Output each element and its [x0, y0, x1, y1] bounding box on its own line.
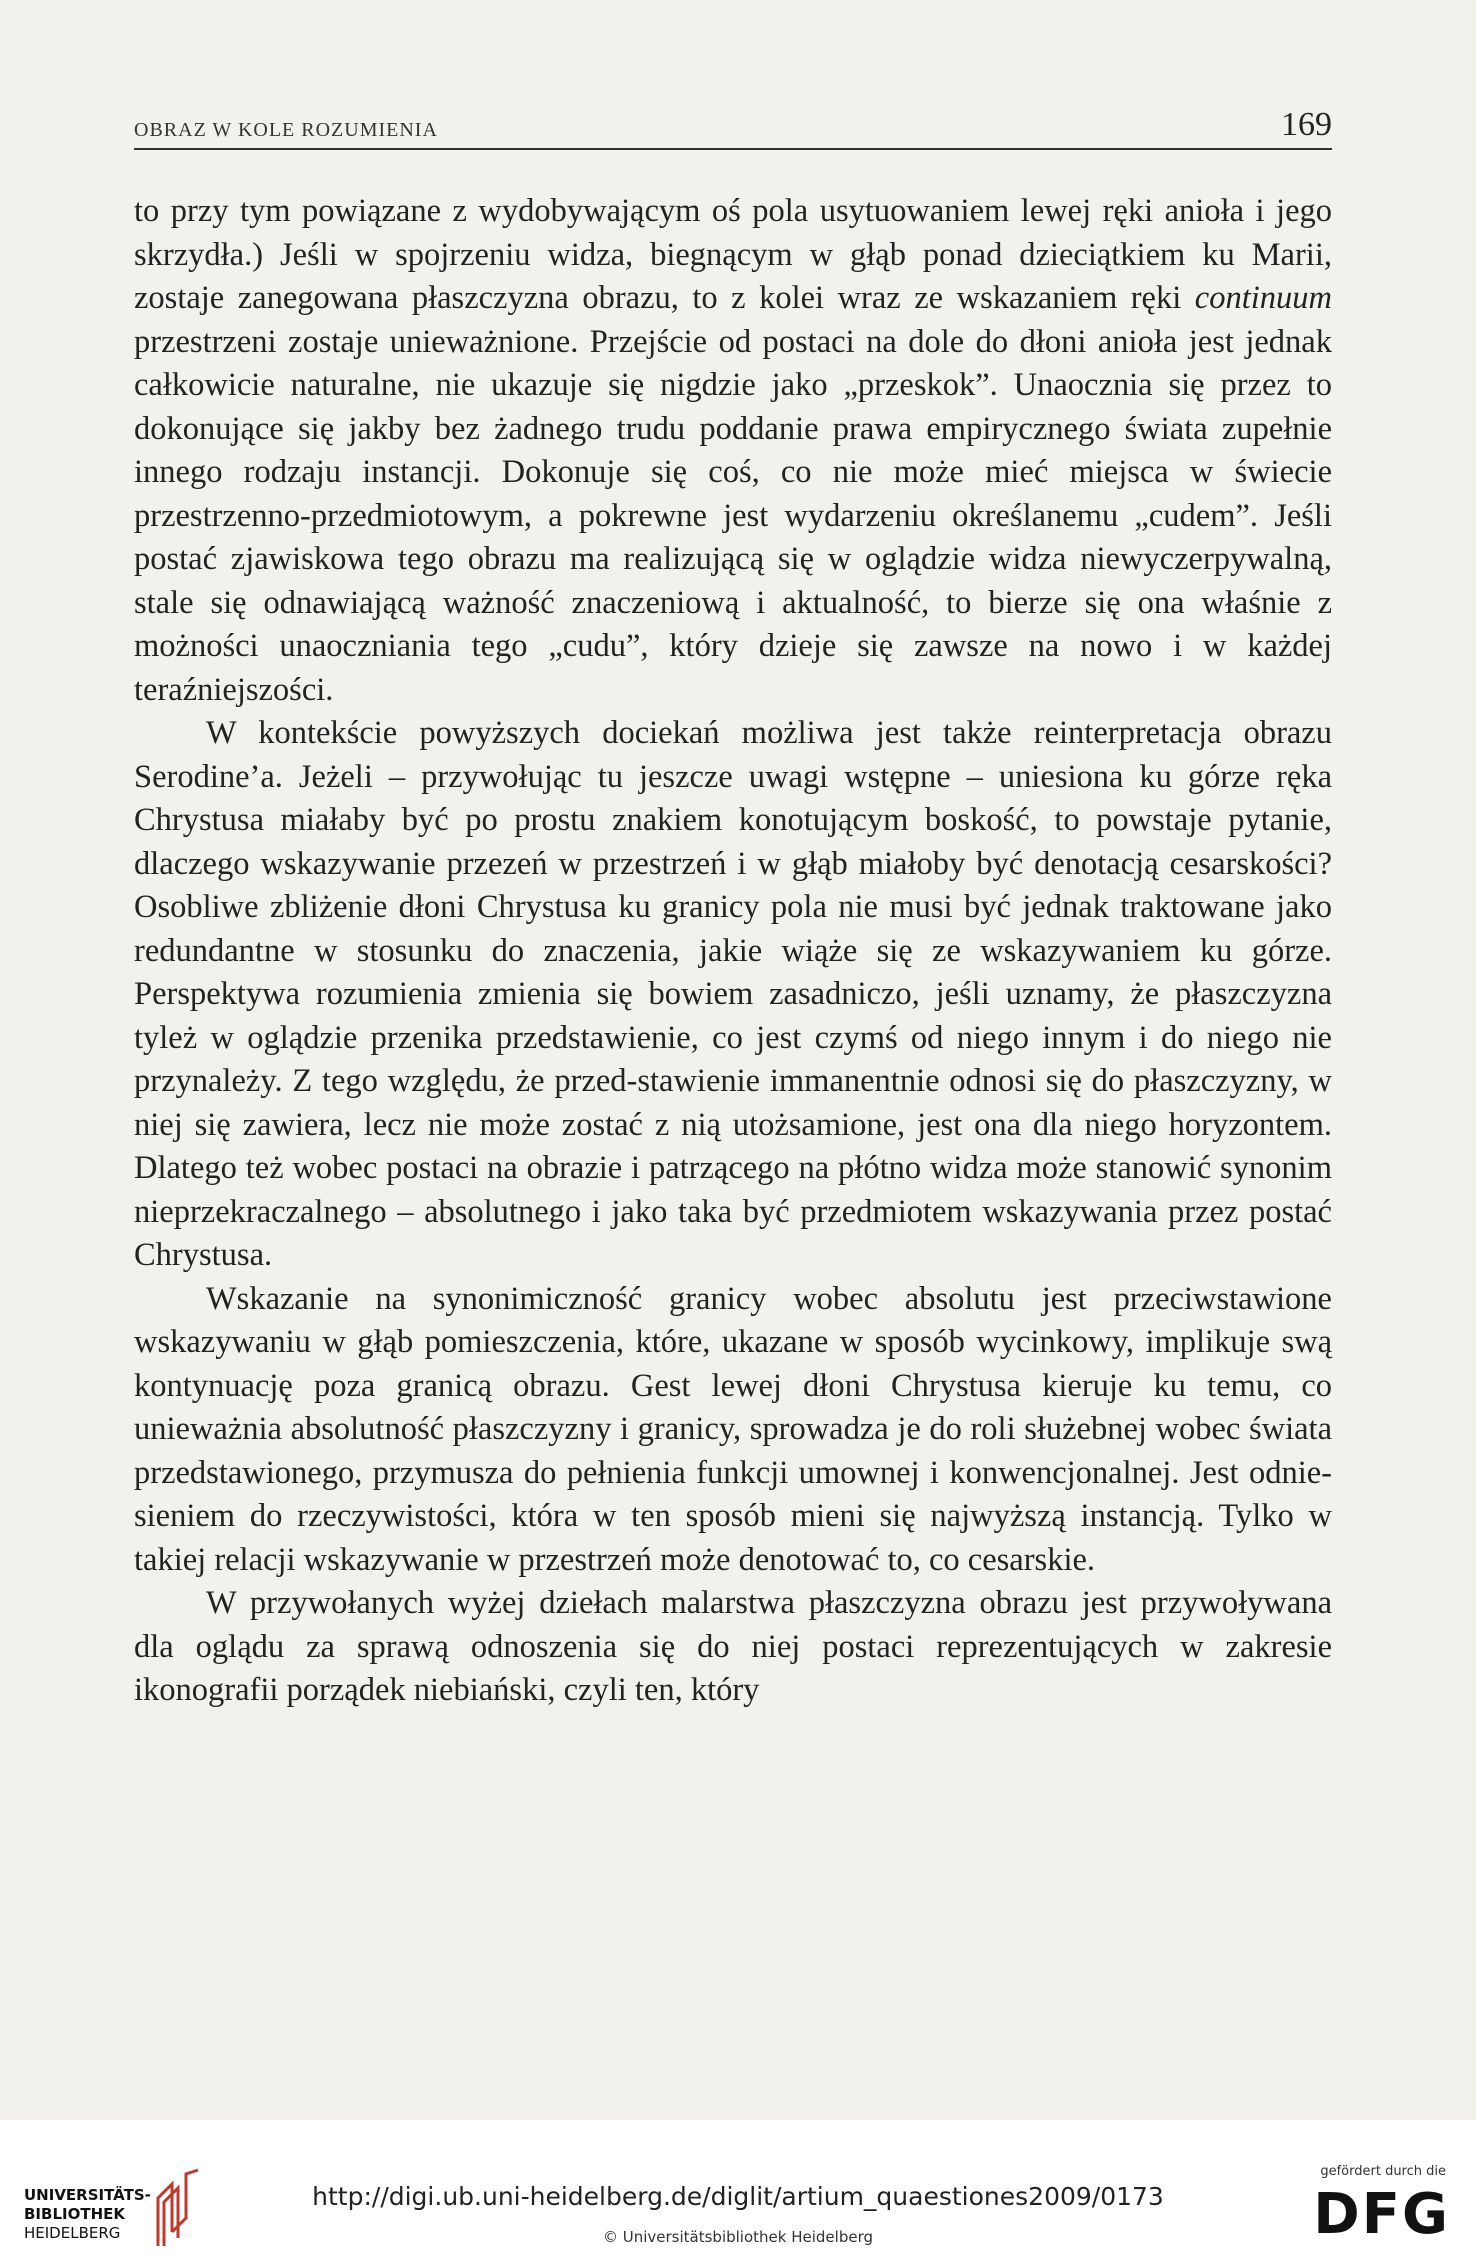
library-name-line-2: BIBLIOTHEK	[24, 2205, 125, 2223]
paragraph-1-part-b: przestrzeni zostaje unieważnione. Przejście od postaci na dole do dłoni anioła jest jednak całkowicie naturalne, nie ukazuje się nigdzie jako „przeskok”. Unaocznia się przez to dokonujące się jakby bez żadnego trudu poddanie prawa empirycznego świata zupełnie innego rodzaju instancji. Dokonuje się coś, co nie może mieć miejsca w świecie przestrzenno-przedmiotowym, a pokrewne jest wydarzeniu określanemu „cudem”. Jeśli postać zjawiskowa tego obrazu ma realizującą się w oglądzie widza niewyczerpywalną, stale się odnawiającą ważność znaczeniową i aktualność, to bierze się ona właśnie z możności unaoczniania tego „cudu”, który dzieje się zawsze na nowo i w każdej teraźniejszości.	[134, 323, 1332, 708]
library-name-line-3: HEIDELBERG	[24, 2224, 121, 2242]
running-head: OBRAZ W KOLE ROZUMIENIA	[134, 119, 438, 141]
digitization-footer	[0, 2120, 1476, 2259]
library-name-line-1: UNIVERSITÄTS-	[24, 2186, 151, 2204]
permalink-url[interactable]: http://digi.ub.uni-heidelberg.de/diglit/artium_quaestiones2009/0173	[312, 2182, 1164, 2211]
paragraph-3: Wskazanie na synonimiczność granicy wobec absolutu jest przeciwstawione wskazywaniu w głąb pomieszczenia, które, ukazane w sposób wycinkowy, implikuje swą kontynuację poza granicą obrazu. Gest lewej dłoni Chrystusa kieruje ku temu, co unieważnia absolutność płaszczyzny i granicy, sprowadza je do roli służebnej wobec świata przedstawionego, przymusza do pełnienia funkcji umownej i konwencjonalnej. Jest odniesieniem do rzeczywistości, która w ten sposób mieni się najwyższą instancją. Tylko w takiej relacji wskazywanie w przestrzeń może denotować to, co cesarskie.	[134, 1280, 1332, 1578]
paragraph-2: W kontekście powyższych dociekań możliwa jest także reinterpretacja obrazu Serodine’a. Jeżeli – przywołując tu jeszcze uwagi wstępne – uniesiona ku górze ręka Chrystusa miałaby być po prostu znakiem konotującym boskość, to powstaje pytanie, dlaczego wskazywanie przezeń w przestrzeń i w głąb miałoby być denotacją cesarskości? Osobliwe zbliżenie dłoni Chrystusa ku granicy pola nie musi być jednak traktowane jako redundantne w stosunku do znaczenia, jakie wiąże się ze wskazywaniem ku górze. Perspektywa rozumienia zmienia się bowiem zasadniczo, jeśli uznamy, że płaszczyzna tyleż w oglądzie przenika przedstawienie, co jest czymś od niego innym i do niego nie przynależy. Z tego względu, że przed-stawienie immanentnie odnosi się do płaszczyzny, w niej się zawiera, lecz nie może zostać z nią utożsamione, jest ona dla niego horyzontem. Dlatego też wobec postaci na obrazie i patrzącego na płótno widza może stanowić synonim nieprzekraczalnego – absolutnego i jako taka być przedmiotem wskazywania przez postać Chrystusa.	[134, 715, 1332, 1273]
paragraph-4: W przywołanych wyżej dziełach malarstwa płaszczyzna obrazu jest przywoływana dla oglądu za sprawą odnoszenia się do niej postaci reprezentujących w zakresie ikonografii porządek niebiański, czyli ten, który	[134, 1585, 1332, 1708]
paragraph-1	[134, 190, 1332, 712]
page-header	[134, 100, 1332, 150]
copyright-notice: © Universitätsbibliothek Heidelberg	[602, 2228, 873, 2246]
paragraph-1-italic: continuum	[1194, 280, 1332, 316]
body-text	[134, 190, 1332, 1713]
dfg-logo: DFG	[1313, 2182, 1450, 2247]
funded-by-label: gefördert durch die	[1320, 2164, 1446, 2179]
page-number: 169	[1281, 106, 1332, 143]
paragraph-1-part-a: to przy tym powiązane z wydobywającym oś pola usytuowaniem lewej ręki anioła i jego skrzydła.) Jeśli w spojrzeniu widza, biegnącym w głąb ponad dzieciątkiem ku Marii, zostaje zanegowana płaszczyzna obrazu, to z kolei wraz ze wskazaniem ręki	[134, 193, 1332, 316]
